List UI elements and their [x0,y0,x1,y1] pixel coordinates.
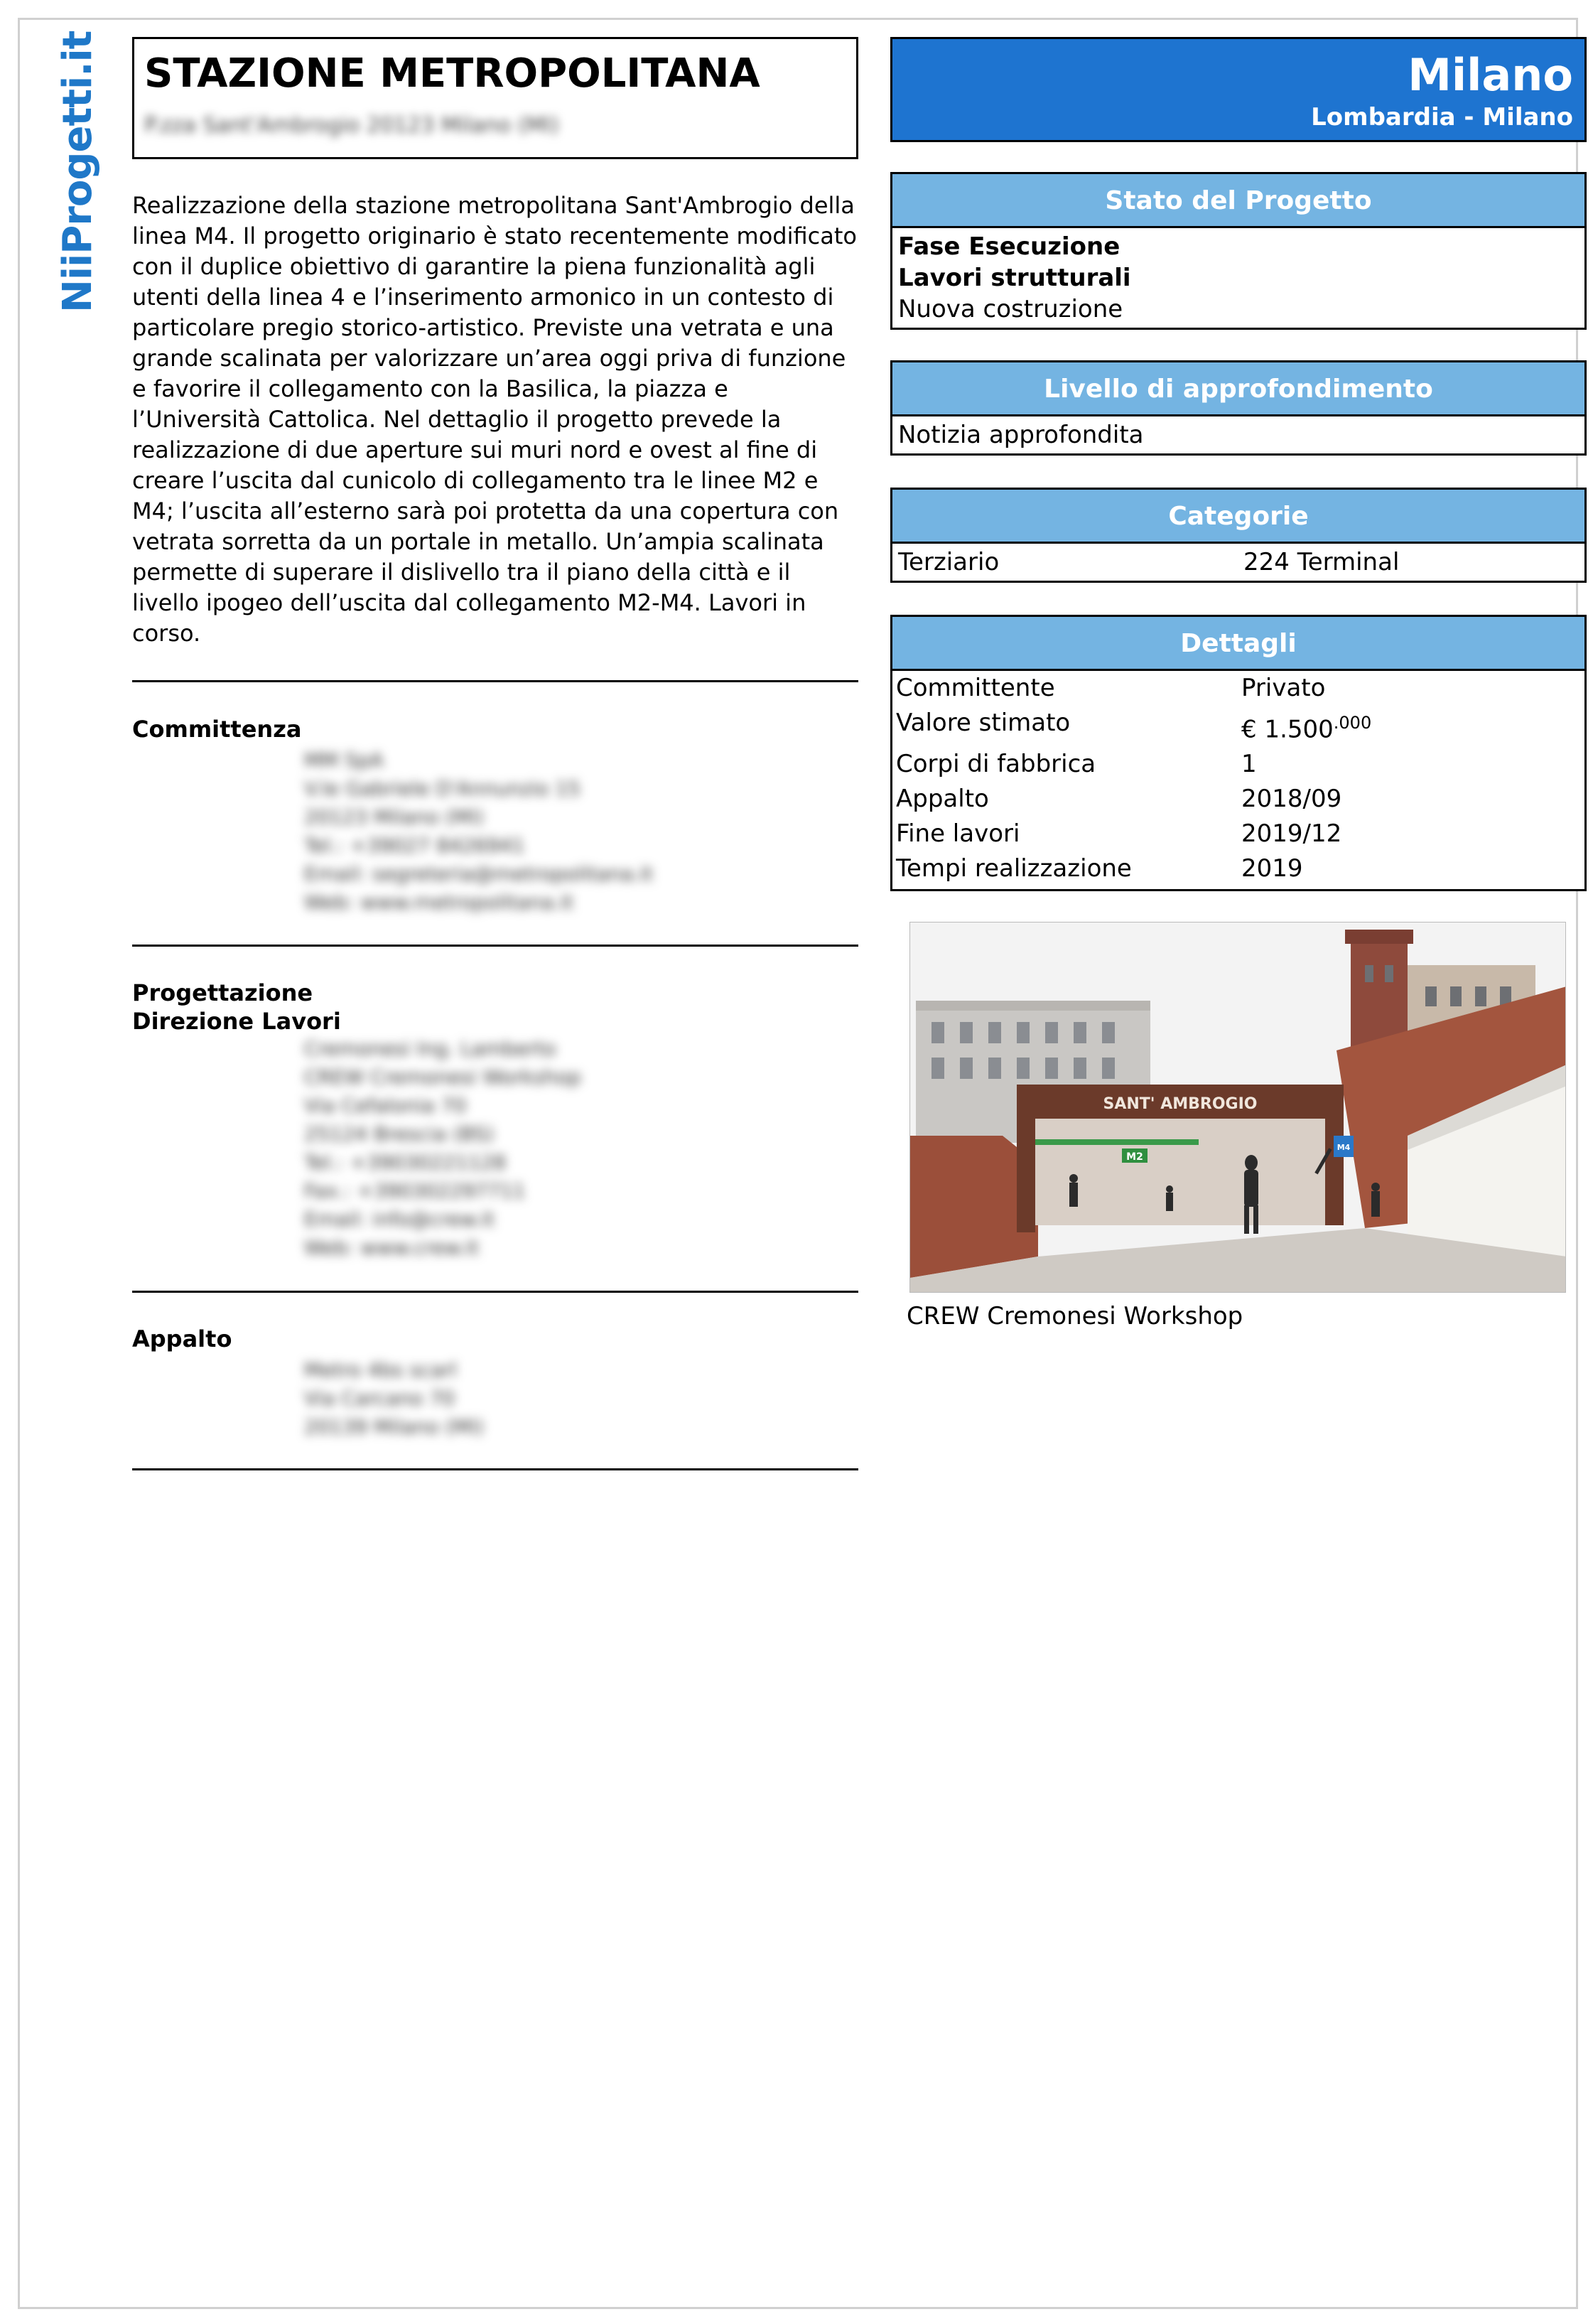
direzione-lavori-label: Direzione Lavori [132,1008,341,1035]
progettazione-details: Cremonesi Ing. Lamberto CREW Cremonesi Workshop Via Cefalonia 70 25124 Brescia (BS) Tel.: +39030221128 Fax.: +390302297711 Email: info@crew.it Web: www.crew.it [304,1037,581,1259]
m2-sign-text: M2 [1126,1151,1143,1163]
location-header [890,37,1587,142]
niiprogetti-logo[interactable] [55,31,101,313]
detail-row: Committente Privato [896,674,1326,702]
livello-text: Notizia approfondita [898,421,1144,449]
committenza-label: Committenza [132,716,302,743]
project-rendering-image[interactable] [909,922,1566,1293]
divider [132,1468,858,1470]
divider [132,680,858,682]
panel-heading: Dettagli [892,617,1584,671]
lavori-text: Lavori strutturali [898,264,1131,292]
appalto-details: Metro 4bs scarl Via Carcano 70 20139 Milano (MI) [304,1358,484,1438]
livello-panel [890,360,1587,456]
page-title: STAZIONE METROPOLITANA [144,50,760,97]
project-address: P.zza Sant'Ambrogio 20123 Milano (MI) [144,113,559,138]
categorie-panel [890,488,1587,583]
tipo-intervento-text: Nuova costruzione [898,295,1123,323]
logo-text: NiiProgetti.it [55,31,101,313]
project-description: Realizzazione della stazione metropolitana Sant'Ambrogio della linea M4. Il progetto originario è stato recentemente modificato con il duplice obiettivo di garantire la piena funzionalità agli utenti della linea 4 e l’inserimento armonico in un contesto di particolare pregio storico-artistico. Previste una vetrata e una grande scalinata per valorizzare un’area oggi priva di funzione e favorire il collegamento con la Basilica, la piazza e l’Università Cattolica. Nel dettaglio il progetto prevede la realizzazione di due aperture sui muri nord e ovest al fine di creare l’uscita dal cunicolo di collegamento tra le linee M2 e M4; l’uscita all’esterno sarà poi protetta da una copertura con vetrata sorretta da un portale in metallo. Un’ampia scalinata permette di superare il dislivello tra il piano della città e il livello ipogeo dell’uscita dal collegamento M2-M4. Lavori in corso. [132,192,857,647]
city-name: Milano [1408,49,1573,101]
detail-row: Valore stimato € $1.500^{.000}$ [896,709,1372,744]
categoria-text: Terziario [898,548,1000,576]
appalto-label: Appalto [132,1325,232,1352]
divider [132,945,858,947]
detail-row: Corpi di fabbrica 1 [896,750,1257,779]
valore-value: € 1.500 [1241,715,1334,744]
panel-heading: Livello di approfondimento [892,362,1584,416]
divider [132,1291,858,1293]
dettagli-panel [890,615,1587,891]
station-sign-text: SANT' AMBROGIO [1103,1095,1258,1113]
progettazione-label: Progettazione [132,979,313,1006]
title-box [132,37,858,159]
detail-row: Tempi realizzazione 2019 [896,854,1303,883]
committenza-details: MM SpA V.le Gabriele D'Annunzio 15 20123 Milano (MI) Tel.: +39027 8426941 Email: segreteria@metropolitana.it Web: www.metropolitana.it [304,748,654,914]
fase-text: Fase Esecuzione [898,232,1120,261]
valore-sup: .000 [1333,713,1372,733]
m4-sign-text: M4 [1336,1143,1351,1152]
detail-row: Appalto 2018/09 [896,785,1342,814]
photo-caption: CREW Cremonesi Workshop [907,1302,1243,1330]
detail-row: Fine lavori 2019/12 [896,819,1342,849]
stato-progetto-panel [890,172,1587,330]
sottocategoria-text: 224 Terminal [1243,548,1400,576]
region-name: Lombardia - Milano [1311,103,1573,131]
panel-heading: Stato del Progetto [892,174,1584,228]
panel-heading: Categorie [892,490,1584,544]
